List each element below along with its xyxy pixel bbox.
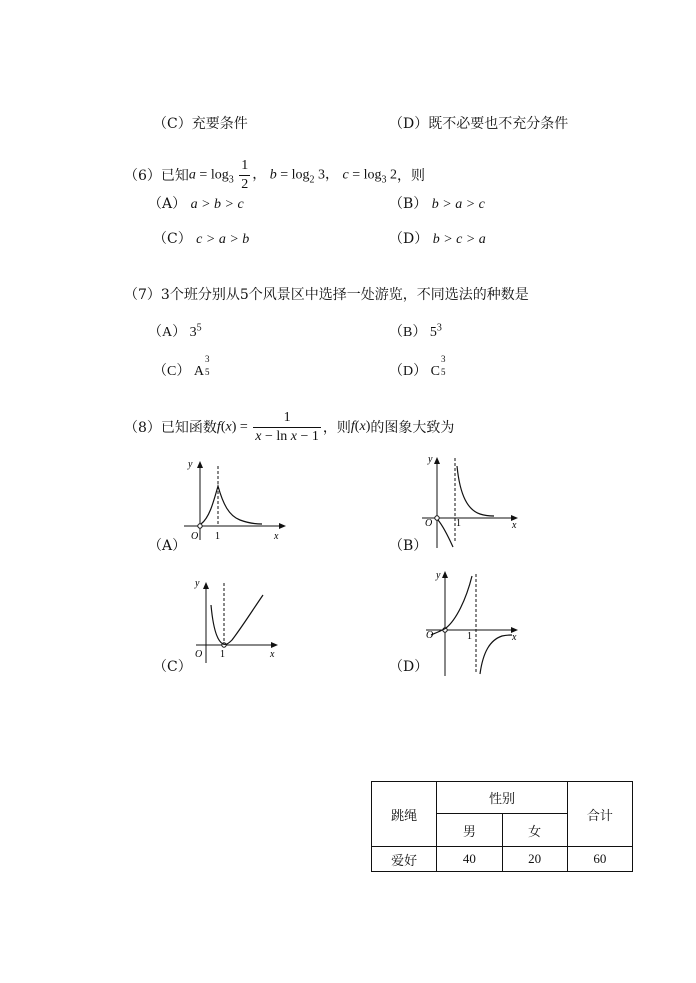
table-row-male: 40 xyxy=(437,847,502,872)
q8-label-d: （D） xyxy=(389,659,429,675)
q7-option-c-letter: A xyxy=(193,364,204,379)
q8-stem-pre: 已知函数 xyxy=(160,420,217,436)
q7-option-d-sup: 3 xyxy=(440,354,446,364)
q7-option-d-sub: 5 xyxy=(440,367,446,377)
q6-label-b: （B） xyxy=(389,196,428,212)
q8-stem-mid: ，则 xyxy=(322,420,351,436)
table-corner-header: 跳绳 xyxy=(372,782,437,847)
q6-option-a xyxy=(148,193,244,213)
q7-option-d xyxy=(389,354,448,380)
q8-graph-b-y-label: y xyxy=(428,454,433,465)
q6-label-d: （D） xyxy=(389,231,429,247)
table-row-female: 20 xyxy=(502,847,567,872)
q6-stem-pre: 已知 xyxy=(160,168,189,184)
table-total-header: 合计 xyxy=(567,782,632,847)
jump-rope-table xyxy=(371,781,633,872)
table-row xyxy=(372,847,633,872)
q7-option-d-letter: C xyxy=(430,364,440,379)
q6-formula-a: $a = \log_3$ $\frac{1}{2}$ ， $b = \log_2 3$， $c = \log_3 2$ xyxy=(188,157,398,192)
q7-option-b-base: 5 xyxy=(429,325,437,340)
q6-option-c-text: c > a > b xyxy=(196,232,250,247)
q7-stem-text: 3个班分别从5个风景区中选择一处游览，不同选法的种数是 xyxy=(160,287,529,303)
q8-formula: f(x) = $\frac{1}{\text{x − ln x − 1}}$ xyxy=(216,409,319,444)
table-female-header: 女 xyxy=(502,814,567,847)
q7-option-b xyxy=(389,321,442,341)
table-row-total: 60 xyxy=(567,847,632,872)
table-male-header: 男 xyxy=(437,814,502,847)
q8-label-c: （C） xyxy=(153,659,192,675)
q8-graph-b xyxy=(420,452,524,550)
q6-stem-suffix: ，则 xyxy=(397,168,426,184)
q8-graph-a-x-label: x xyxy=(274,531,279,542)
q7-option-a-base: 3 xyxy=(189,325,197,340)
q6-label-a: （A） xyxy=(148,196,187,212)
q7-option-c-sub: 5 xyxy=(204,367,210,377)
q8-graph-d-origin: O xyxy=(426,630,434,641)
q8-label-b: （B） xyxy=(389,538,428,554)
q6-label-c: （C） xyxy=(153,231,192,247)
q6-option-a-text: a > b > c xyxy=(190,197,244,212)
q6-option-b-text: b > a > c xyxy=(431,197,485,212)
q8-graph-a-origin: O xyxy=(191,531,199,542)
q7-number: （7） xyxy=(124,287,161,303)
q7-label-b: （B） xyxy=(389,325,427,340)
q7-option-b-exponent: 3 xyxy=(436,322,442,334)
q7-option-a-exponent: 5 xyxy=(196,322,202,334)
q7-label-c: （C） xyxy=(153,364,191,379)
q8-graph-c-y-label: y xyxy=(195,578,200,589)
q8-graph-c xyxy=(188,575,286,663)
q6-option-b xyxy=(389,193,485,213)
q8-graph-c-tick-one: 1 xyxy=(220,649,225,660)
q8-graph-c-origin: O xyxy=(195,649,203,660)
q6-option-d-text: b > c > a xyxy=(432,232,486,247)
q8-graph-b-tick-one: 1 xyxy=(456,518,461,529)
q8-graph-d-y-label: y xyxy=(436,570,441,581)
table-row-label: 爱好 xyxy=(372,847,437,872)
q6-number: （6） xyxy=(124,168,161,184)
q7-label-d: （D） xyxy=(389,364,428,379)
q8-stem-post: 的图象大致为 xyxy=(370,420,455,436)
q5-option-d: （D）既不必要也不充分条件 xyxy=(389,116,569,132)
q8-graph-a xyxy=(182,456,292,542)
q8-label-a: （A） xyxy=(148,538,187,554)
q8-graph-d-tick-one: 1 xyxy=(467,631,472,642)
q8-graph-a-tick-one: 1 xyxy=(215,531,220,542)
q7-stem xyxy=(124,284,529,304)
q6-option-c xyxy=(153,228,249,248)
q8-stem xyxy=(124,408,454,446)
q7-label-a: （A） xyxy=(148,325,187,340)
q8-graph-d xyxy=(424,566,524,678)
q7-option-c xyxy=(153,354,212,380)
q8-graph-b-x-label: x xyxy=(512,520,517,531)
q7-option-a xyxy=(148,321,202,341)
q6-stem xyxy=(124,157,425,193)
table-gender-header: 性别 xyxy=(437,782,568,814)
q7-option-c-sup: 3 xyxy=(204,354,210,364)
q8-graph-c-x-label: x xyxy=(270,649,275,660)
q8-number: （8） xyxy=(124,420,161,436)
q8-graph-b-origin: O xyxy=(425,518,433,529)
q6-option-d xyxy=(389,228,486,248)
q5-option-c: （C）充要条件 xyxy=(153,116,248,132)
q8-formula-fx: f(x) xyxy=(350,419,371,434)
q8-graph-d-x-label: x xyxy=(512,632,517,643)
q8-graph-a-y-label: y xyxy=(188,459,193,470)
